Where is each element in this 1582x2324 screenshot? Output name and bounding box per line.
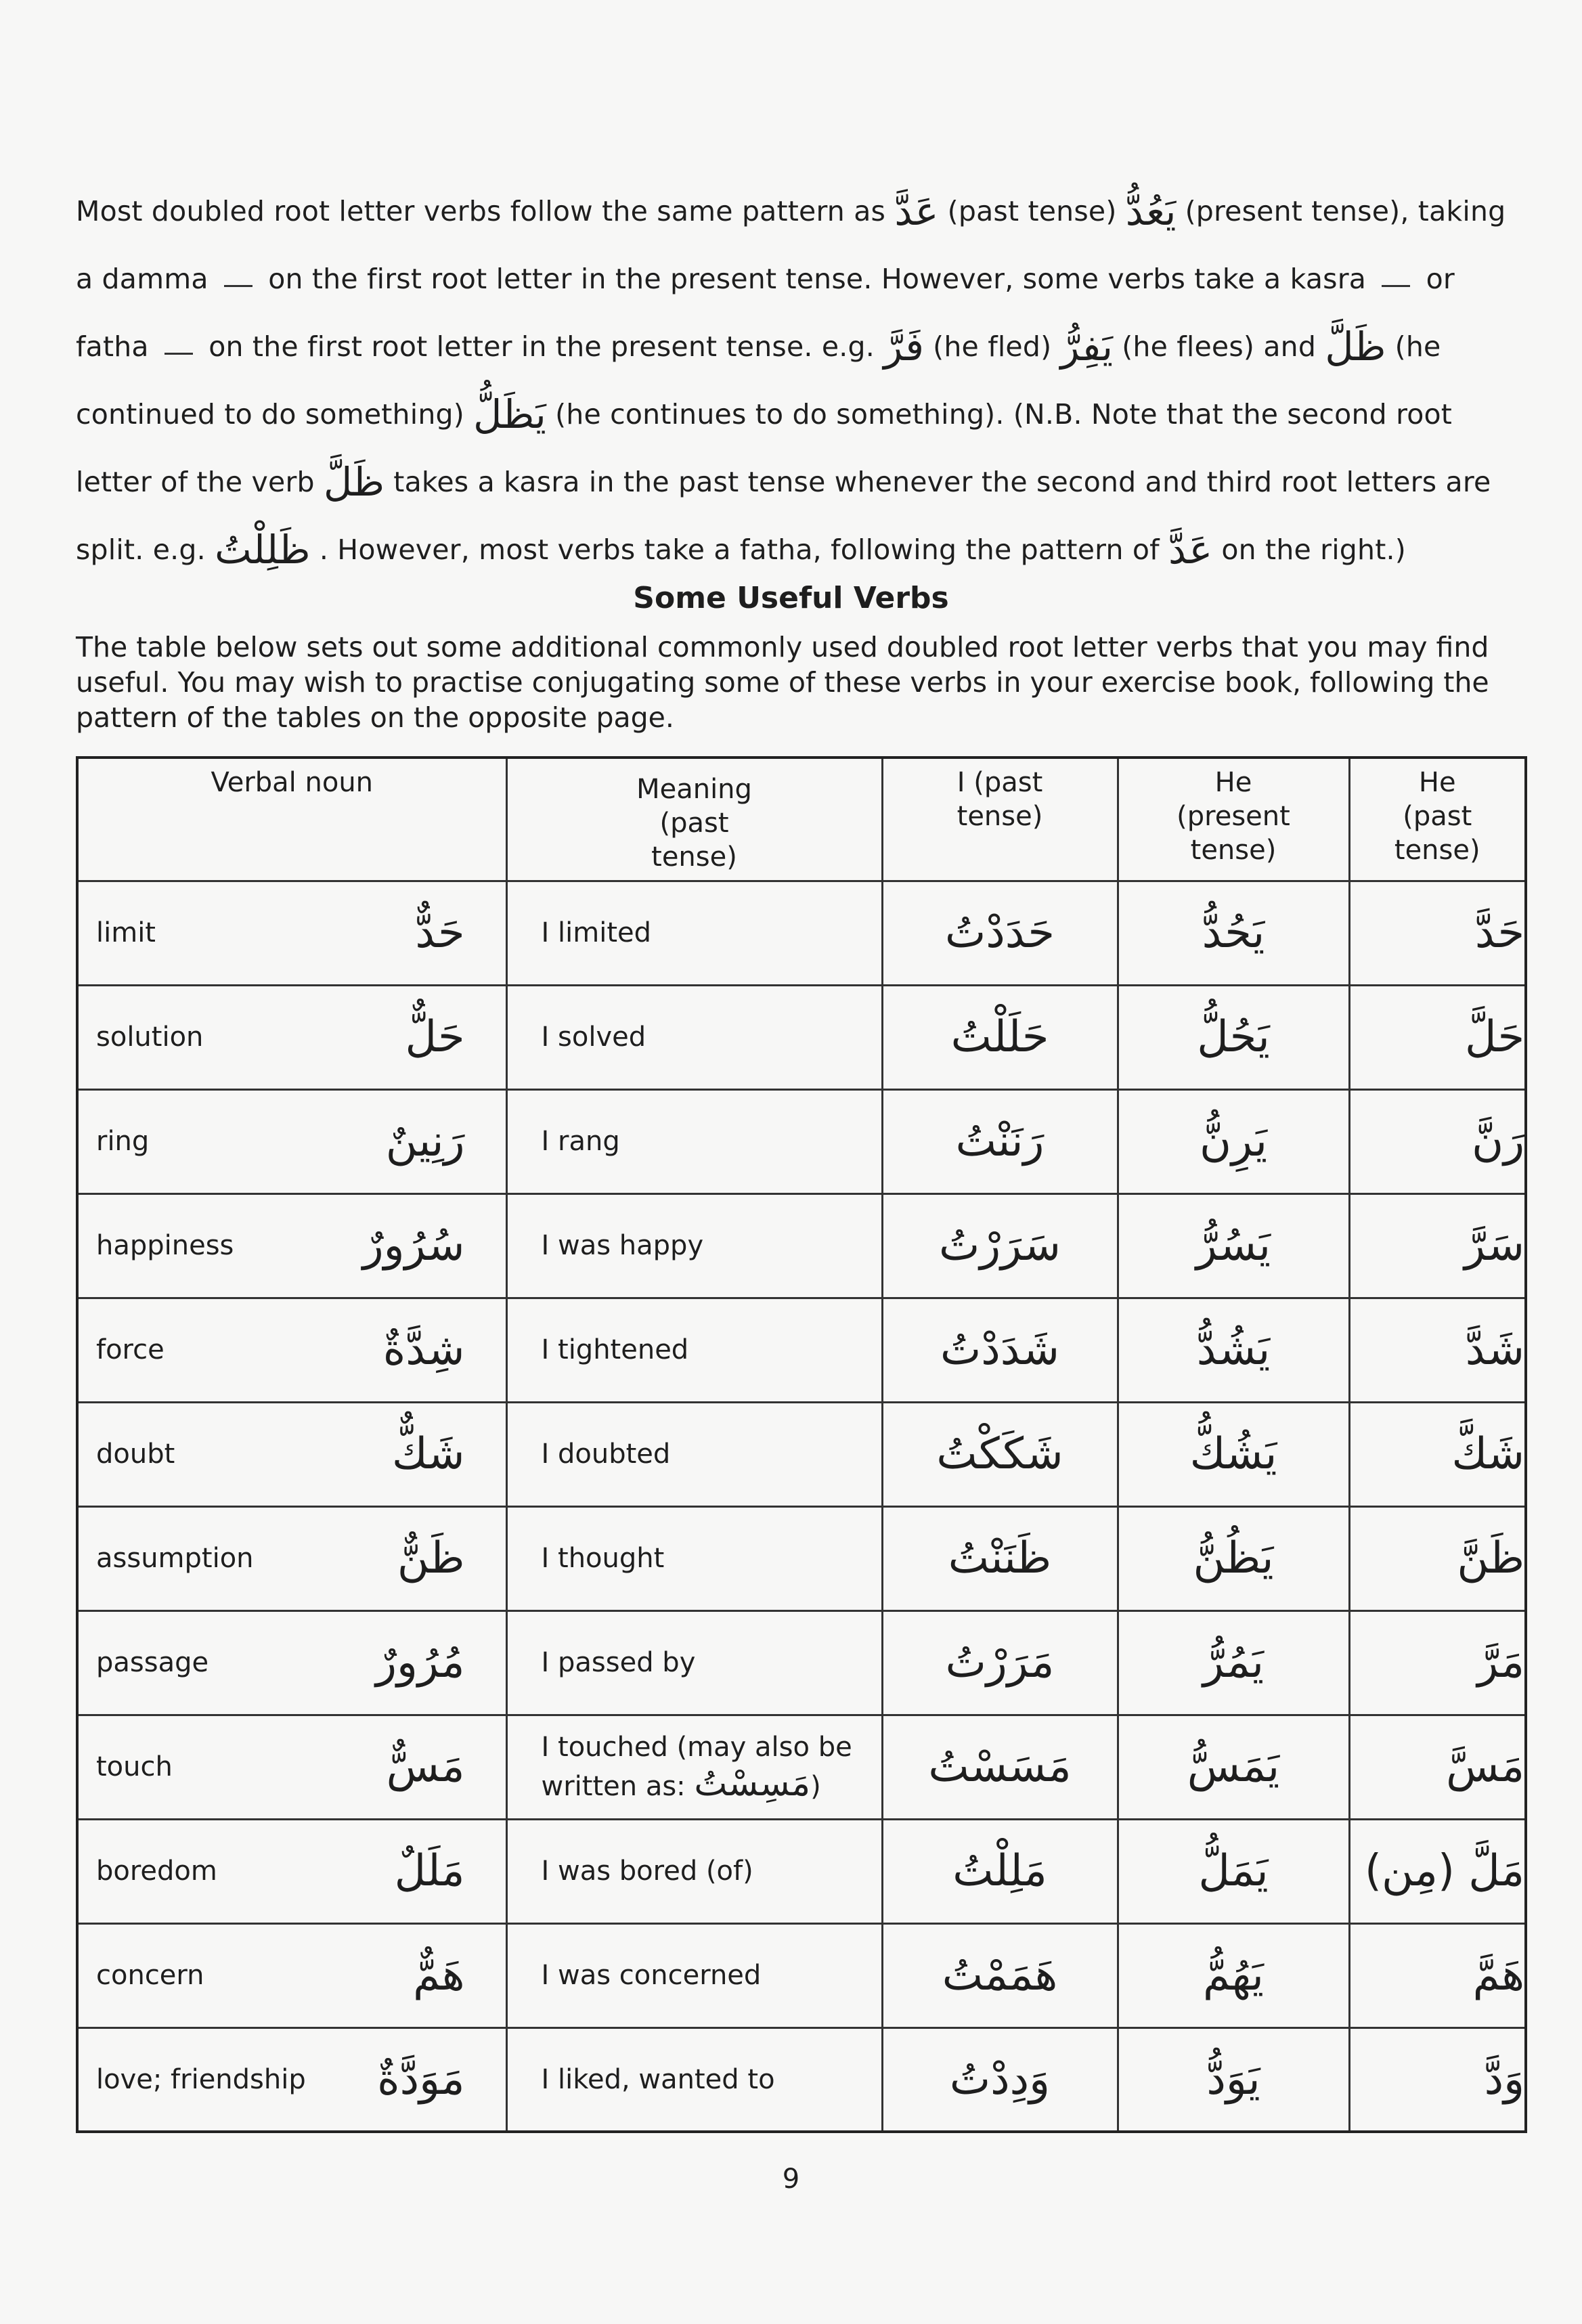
intro-line-1: Most doubled root letter verbs follow the same pattern as عَدَّ (past tense) يَعُدُّ (present tense), taking [76, 177, 1518, 245]
verbal-noun-cell [77, 1819, 506, 1923]
arabic-word: عَدَّ [1168, 527, 1213, 573]
verbal-noun-cell [77, 2027, 506, 2132]
meaning-text: I thought [541, 1543, 665, 1574]
column-header: I (past tense) [882, 758, 1118, 881]
i-past-cell: سَرَرْتُ [882, 1193, 1118, 1298]
meaning-text: I limited [541, 917, 651, 948]
english-noun: assumption [96, 1543, 254, 1574]
meaning-cell [506, 1506, 882, 1610]
meaning-text: I was happy [541, 1230, 704, 1261]
arabic-noun: مَلَلٌ [394, 1846, 465, 1896]
intro-line-3: fatha on the first root letter in the present tense. e.g. فَرَّ (he fled) يَفِرُّ (he flees) and ظَلَّ (he [76, 313, 1518, 380]
he-past-cell: وَدَّ [1349, 2027, 1526, 2132]
arabic-word: ظَلَّ [1325, 324, 1386, 370]
meaning-text: I solved [541, 1022, 646, 1053]
meaning-text: I passed by [541, 1647, 696, 1678]
meaning-text: I was bored (of) [541, 1856, 753, 1887]
verbs-table [76, 756, 1527, 2133]
meaning-text: I touched (may also be written as: مَسِسْتُ) [541, 1732, 852, 1804]
english-noun: touch [96, 1751, 173, 1782]
he-past-cell: ظَنَّ [1349, 1506, 1526, 1610]
intro-line-2: a damma on the first root letter in the present tense. However, some verbs take a kasra or [76, 263, 1455, 295]
table-row [77, 1089, 1526, 1193]
arabic-word: ظَلِلْتُ [215, 527, 311, 573]
he-past-cell: مَلَّ (مِن) [1349, 1819, 1526, 1923]
verbal-noun-cell [77, 1193, 506, 1298]
table-row [77, 1506, 1526, 1610]
i-past-cell: مَرَرْتُ [882, 1610, 1118, 1715]
he-present-cell: يَوَدُّ [1118, 2027, 1349, 2132]
meaning-cell [506, 1715, 882, 1819]
arabic-noun: شِدَّةٌ [382, 1325, 465, 1375]
arabic-noun: مَوَدَّةٌ [377, 2054, 465, 2105]
he-past-cell: مَسَّ [1349, 1715, 1526, 1819]
he-past-cell: سَرَّ [1349, 1193, 1526, 1298]
meaning-cell [506, 881, 882, 985]
column-header: Verbal noun [77, 758, 506, 881]
arabic-noun: حَلٌّ [405, 1012, 465, 1062]
alt-spelling: مَسِسْتُ [694, 1763, 811, 1804]
english-noun: passage [96, 1647, 209, 1678]
arabic-noun: ظَنٌّ [397, 1533, 465, 1583]
section-description: The table below sets out some additional commonly used doubled root letter verbs that you may find useful. You may wish to practise conjugating some of these verbs in your exercise book, following the pattern of the tables on the opposite page. [76, 631, 1489, 734]
meaning-cell [506, 1298, 882, 1402]
he-present-cell: يَهُمُّ [1118, 1923, 1349, 2027]
english-noun: solution [96, 1022, 204, 1053]
column-header: Meaning (past tense) [506, 758, 882, 881]
english-noun: limit [96, 917, 156, 948]
meaning-cell [506, 1089, 882, 1193]
intro-line-6: split. e.g. ظَلِلْتُ . However, most verbs take a fatha, following the pattern of عَدَّ on the right.) [76, 516, 1518, 584]
meaning-text: I was concerned [541, 1960, 762, 1991]
meaning-cell [506, 985, 882, 1089]
i-past-cell: هَمَمْتُ [882, 1923, 1118, 2027]
table-row [77, 1402, 1526, 1506]
meaning-cell [506, 1193, 882, 1298]
i-past-cell: رَنَنْتُ [882, 1089, 1118, 1193]
arabic-noun: هَمٌّ [413, 1950, 465, 2000]
verbal-noun-cell [77, 985, 506, 1089]
kasra-blank [1382, 280, 1410, 287]
he-past-cell: شَدَّ [1349, 1298, 1526, 1402]
table-row [77, 1923, 1526, 2027]
i-past-cell: حَلَلْتُ [882, 985, 1118, 1089]
table-row [77, 985, 1526, 1089]
arabic-word: ظَلَّ [323, 459, 385, 505]
arabic-noun: حَدٌّ [415, 908, 465, 958]
arabic-noun: مَسٌّ [386, 1742, 465, 1792]
i-past-cell: شَدَدْتُ [882, 1298, 1118, 1402]
he-present-cell: يَشُكُّ [1118, 1402, 1349, 1506]
table-row [77, 1298, 1526, 1402]
arabic-word: يَظَلُّ [473, 391, 546, 437]
arabic-word: يَفِرُّ [1060, 324, 1113, 370]
verbal-noun-cell [77, 1923, 506, 2027]
arabic-noun: سُرُورٌ [362, 1221, 465, 1271]
arabic-noun: شَكٌّ [391, 1429, 465, 1479]
i-past-cell: ظَنَنْتُ [882, 1506, 1118, 1610]
english-noun: doubt [96, 1439, 175, 1470]
english-noun: boredom [96, 1856, 217, 1887]
page-number: 9 [782, 2164, 800, 2195]
he-past-cell: شَكَّ [1349, 1402, 1526, 1506]
table-header-row [77, 758, 1526, 881]
he-past-cell: حَلَّ [1349, 985, 1526, 1089]
arabic-word: فَرَّ [883, 324, 924, 370]
he-present-cell: يَشُدُّ [1118, 1298, 1349, 1402]
i-past-cell: وَدِدْتُ [882, 2027, 1118, 2132]
intro-paragraph [76, 177, 1518, 584]
table-row [77, 1819, 1526, 1923]
table-row [77, 1610, 1526, 1715]
column-header: He (present tense) [1118, 758, 1349, 881]
he-present-cell: يَرِنُّ [1118, 1089, 1349, 1193]
verbal-noun-cell [77, 1402, 506, 1506]
verbal-noun-cell [77, 1506, 506, 1610]
he-present-cell: يَمَلُّ [1118, 1819, 1349, 1923]
table-row [77, 1715, 1526, 1819]
i-past-cell: مَسَسْتُ [882, 1715, 1118, 1819]
column-header: He (past tense) [1349, 758, 1526, 881]
meaning-text: I rang [541, 1126, 620, 1157]
arabic-word: عَدَّ [894, 188, 939, 234]
he-past-cell: رَنَّ [1349, 1089, 1526, 1193]
meaning-cell [506, 1610, 882, 1715]
intro-line-4: continued to do something) يَظَلُّ (he continues to do something). (N.B. Note that the second root [76, 380, 1518, 448]
he-past-cell: حَدَّ [1349, 881, 1526, 985]
meaning-cell [506, 1819, 882, 1923]
he-past-cell: هَمَّ [1349, 1923, 1526, 2027]
table-row [77, 881, 1526, 985]
meaning-cell [506, 1923, 882, 2027]
meaning-cell [506, 1402, 882, 1506]
he-present-cell: يَمَسُّ [1118, 1715, 1349, 1819]
verbal-noun-cell [77, 881, 506, 985]
english-noun: love; friendship [96, 2063, 306, 2095]
he-past-cell: مَرَّ [1349, 1610, 1526, 1715]
meaning-cell [506, 2027, 882, 2132]
verbal-noun-cell [77, 1610, 506, 1715]
arabic-noun: مُرُورٌ [376, 1638, 465, 1688]
meaning-text: I tightened [541, 1334, 689, 1365]
i-past-cell: شَكَكْتُ [882, 1402, 1118, 1506]
table-row [77, 1193, 1526, 1298]
arabic-word: يَعُدُّ [1125, 188, 1177, 234]
he-present-cell: يَسُرُّ [1118, 1193, 1349, 1298]
he-present-cell: يَحُدُّ [1118, 881, 1349, 985]
he-present-cell: يَمُرُّ [1118, 1610, 1349, 1715]
english-noun: force [96, 1334, 164, 1365]
section-heading: Some Useful Verbs [633, 581, 949, 615]
i-past-cell: حَدَدْتُ [882, 881, 1118, 985]
arabic-noun: رَنِينٌ [385, 1116, 465, 1166]
english-noun: concern [96, 1960, 204, 1991]
he-present-cell: يَظُنُّ [1118, 1506, 1349, 1610]
verbal-noun-cell [77, 1089, 506, 1193]
meaning-text: I doubted [541, 1439, 671, 1470]
meaning-text: I liked, wanted to [541, 2063, 775, 2095]
he-present-cell: يَحُلُّ [1118, 985, 1349, 1089]
damma-blank [224, 280, 252, 287]
verbal-noun-cell [77, 1715, 506, 1819]
verbal-noun-cell [77, 1298, 506, 1402]
english-noun: happiness [96, 1230, 234, 1261]
i-past-cell: مَلِلْتُ [882, 1819, 1118, 1923]
fatha-blank [164, 347, 193, 355]
intro-line-5: letter of the verb ظَلَّ takes a kasra in the past tense whenever the second and third root letters are [76, 448, 1518, 516]
english-noun: ring [96, 1126, 150, 1157]
table-row [77, 2027, 1526, 2132]
